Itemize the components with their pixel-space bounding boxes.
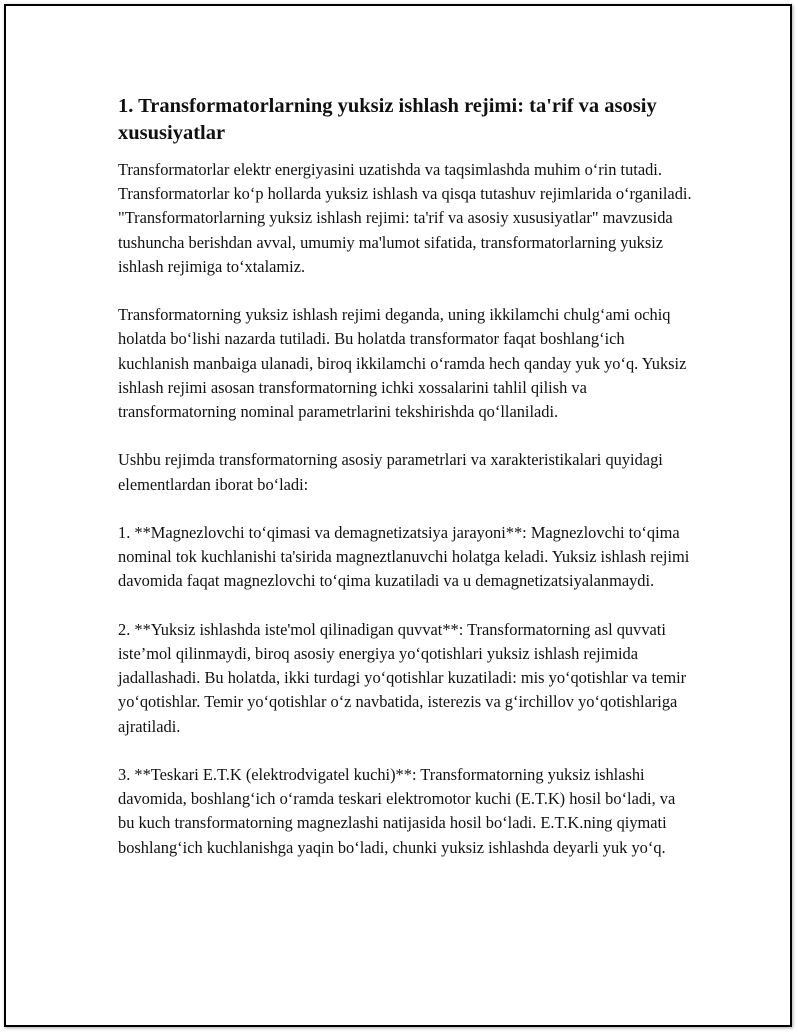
list-item-back-emf: 3. **Teskari E.T.K (elektrodvigatel kuchi)**: Transformatorning yuksiz ishlashi davomida, boshlang‘ich o‘ramda teskari elektromotor kuchi (E.T.K) hosil bo‘ladi, va bu kuch transformatorning magnezlashi natijasida hosil bo‘ladi. E.T.K.ning qiymati boshlang‘ich kuchlanishga yaqin bo‘ladi, chunki yuksiz ishlashda deyarli yuk yo‘q. [118, 765, 676, 857]
document-body [118, 93, 693, 884]
document-title: 1. Transformatorlarning yuksiz ishlash rejimi: ta'rif va asosiy xususiyatlar [118, 95, 657, 144]
list-item-magnetizing: 1. **Magnezlovchi to‘qimasi va demagnetizatsiya jarayoni**: Magnezlovchi to‘qima nominal tok kuchlanishi ta'sirida magneztlanuvchi holatga keladi. Yuksiz ishlash rejimi davomida faqat magnezlovchi to‘qima kuzatiladi va u demagnetizatsiyalanmaydi. [118, 523, 690, 591]
paragraph-intro: Transformatorlar elektr energiyasini uzatishda va taqsimlashda muhim o‘rin tutadi. Transformatorlar ko‘p hollarda yuksiz ishlash va qisqa tutashuv rejimlarida o‘rganiladi. "Transformatorlarning yuksiz ishlash rejimi: ta'rif va asosiy xususiyatlar" mavzusida tushuncha berishdan avval, umumiy ma'lumot sifatida, transformatorlarning yuksiz ishlash rejimiga to‘xtalamiz. [118, 160, 692, 276]
paragraph-definition: Transformatorning yuksiz ishlash rejimi deganda, uning ikkilamchi chulg‘ami ochiq holatda bo‘lishi nazarda tutiladi. Bu holatda transformator faqat boshlang‘ich kuchlanish manbaiga ulanadi, biroq ikkilamchi o‘ramda hech qanday yuk yo‘q. Yuksiz ishlash rejimi asosan transformatorning ichki xossalarini tahlil qilish va transformatorning nominal parametrlarini tekshirishda qo‘llaniladi. [118, 305, 687, 422]
list-item-power-consumption: 2. **Yuksiz ishlashda iste'mol qilinadigan quvvat**: Transformatorning asl quvvati iste’mol qilinmaydi, biroq asosiy energiya yo‘qotishlari yuksiz ishlash rejimida jadallashadi. Bu holatda, ikki turdagi yo‘qotishlar kuzatiladi: mis yo‘qotishlar va temir yo‘qotishlar. Temir yo‘qotishlar o‘z navbatida, isterezis va g‘irchillov yo‘qotishlariga ajratiladi. [118, 619, 687, 736]
paragraph-parameters-intro: Ushbu rejimda transformatorning asosiy parametrlari va xarakteristikalari quyidagi elementlardan iborat bo‘ladi: [118, 450, 663, 494]
